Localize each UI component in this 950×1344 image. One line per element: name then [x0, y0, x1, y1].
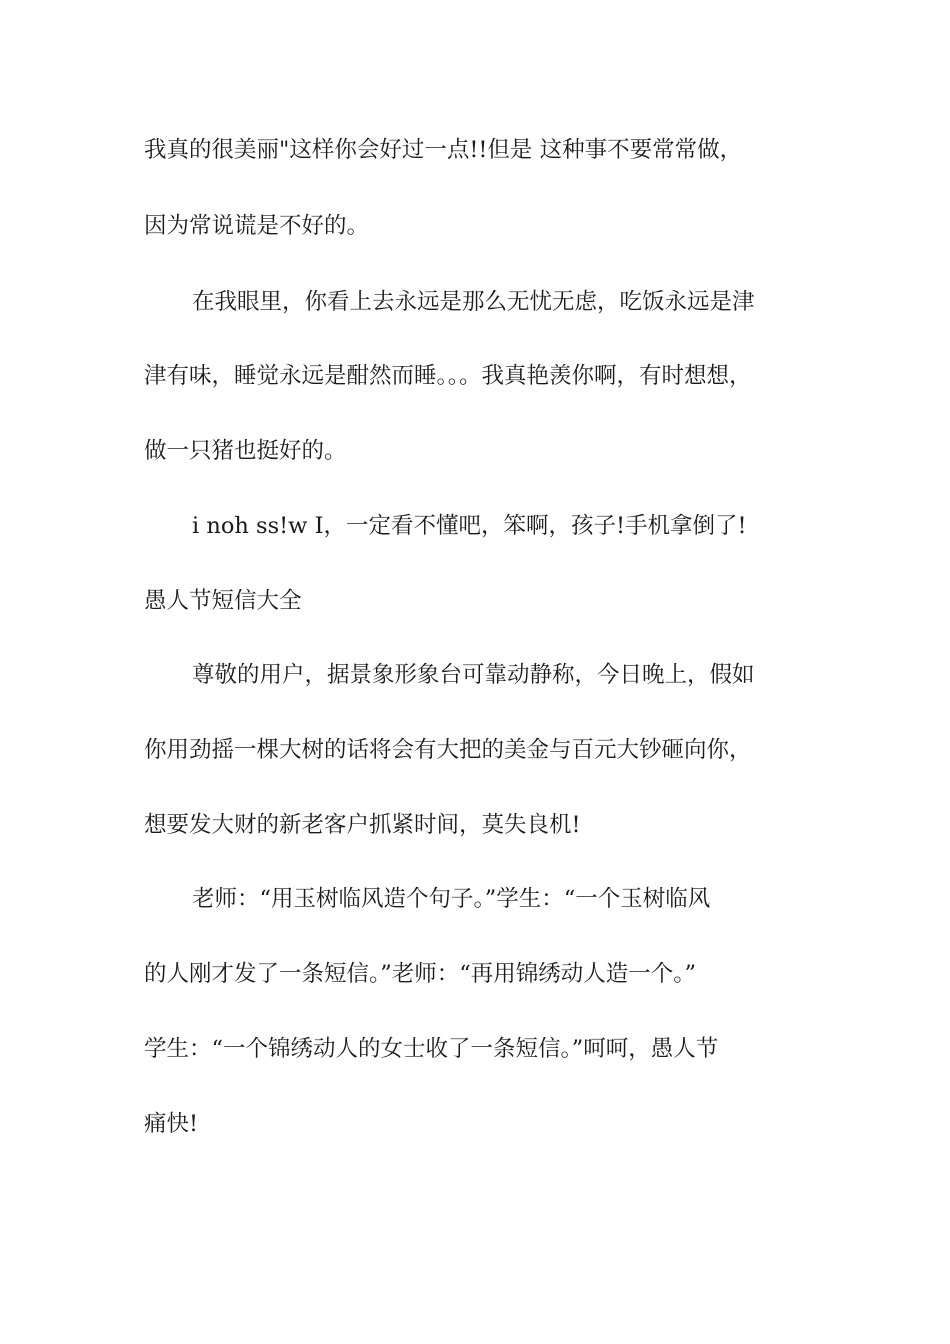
paragraph-start-line: 在我眼里，你看上去永远是那么无忧无虑，吃饭永远是津 — [192, 289, 755, 315]
text-line: 因为常说谎是不好的。 — [144, 213, 370, 239]
text-line: 津有味，睡觉永远是酣然而睡。。。我真艳羡你啊，有时想想， — [144, 363, 752, 389]
paragraph-start-line: i noh ss!w I，一定看不懂吧，笨啊，孩子!手机拿倒了! — [192, 513, 747, 539]
text-line: 做一只猪也挺好的。 — [144, 438, 347, 464]
text-line: 的人刚才发了一条短信。”老师：“再用锦绣动人造一个。” — [144, 961, 697, 987]
paragraph-start-line: 尊敬的用户，据景象形象台可靠动静称，今日晚上，假如 — [192, 662, 755, 688]
text-line: 痛快! — [144, 1111, 199, 1137]
section-heading: 愚人节短信大全 — [144, 588, 302, 614]
paragraph-start-line: 老师：“用玉树临风造个句子。”学生：“一个玉树临风 — [192, 886, 711, 912]
text-line: 想要发大财的新老客户抓紧时间，莫失良机! — [144, 812, 581, 838]
text-line: 你用劲摇一棵大树的话将会有大把的美金与百元大钞砸向你， — [144, 737, 752, 763]
text-line: 学生：“一个锦绣动人的女士收了一条短信。”呵呵，愚人节 — [144, 1036, 719, 1062]
text-line: 我真的很美丽"这样你会好过一点!!但是 这种事不要常常做， — [144, 137, 743, 163]
